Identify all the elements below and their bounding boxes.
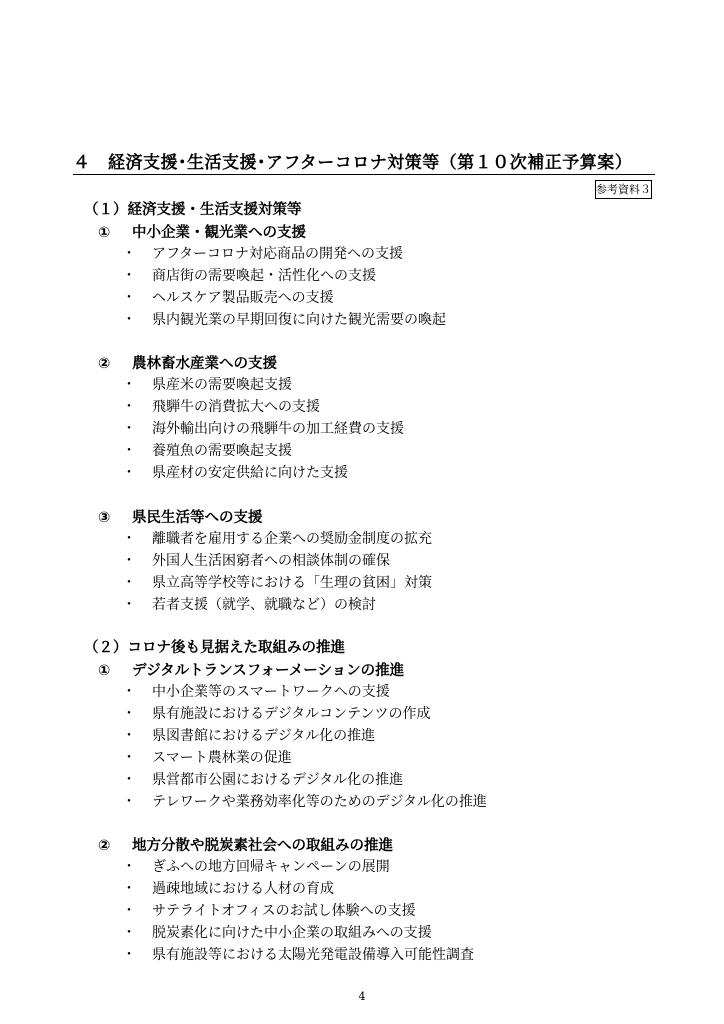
list-item: ・ 県立高等学校等における「生理の貧困」対策 [122, 575, 432, 591]
list-item: ・ アフターコロナ対応商品の開発への支援 [122, 246, 404, 262]
subsection-title: 地方分散や脱炭素社会への取組みの推進 [132, 838, 393, 854]
title-underline [73, 174, 655, 175]
subsection-title: デジタルトランスフォーメーションの推進 [132, 663, 405, 679]
subsection-heading [98, 506, 263, 527]
list-item: ・ 中小企業等のスマートワークへの支援 [122, 684, 390, 700]
subsection-title: 中小企業・観光業への支援 [132, 225, 306, 241]
list-item: ・ 若者支援（就学、就職など）の検討 [122, 597, 376, 613]
list-item: ・ 飛騨牛の消費拡大への支援 [122, 399, 320, 415]
subsection-heading [98, 659, 404, 680]
page-title: ４ 経済支援･生活支援･アフターコロナ対策等（第１０次補正予算案） [73, 153, 633, 173]
list-item: ・ 県営都市公園におけるデジタル化の推進 [122, 772, 404, 788]
list-item: ・ 離職者を雇用する企業への奨励金制度の拡充 [122, 531, 432, 547]
subsection-heading [98, 221, 306, 242]
subsection-number: ① [98, 663, 111, 679]
list-item: ・ スマート農林業の促進 [122, 750, 292, 766]
list-item: ・ 海外輸出向けの飛騨牛の加工経費の支援 [122, 421, 404, 437]
list-item: ・ 県産材の安定供給に向けた支援 [122, 465, 348, 481]
subsection-heading [98, 834, 393, 855]
list-item: ・ 脱炭素化に向けた中小企業の取組みへの支援 [122, 925, 432, 941]
list-item: ・ 養殖魚の需要喚起支援 [122, 443, 292, 459]
list-item: ・ 県有施設におけるデジタルコンテンツの作成 [122, 706, 431, 722]
list-item: ・ 県産米の需要喚起支援 [122, 377, 292, 393]
subsection-title: 県民生活等への支援 [132, 510, 263, 526]
list-item: ・ 県図書館におけるデジタル化の推進 [122, 728, 376, 744]
list-item: ・ ぎふへの地方回帰キャンペーンの展開 [122, 859, 390, 875]
page-number: 4 [358, 990, 366, 1003]
list-item: ・ テレワークや業務効率化等のためのデジタル化の推進 [122, 794, 487, 810]
list-item: ・ 県有施設等における太陽光発電設備導入可能性調査 [122, 947, 474, 963]
subsection-number: ② [98, 356, 111, 372]
list-item: ・ 外国人生活困窮者への相談体制の確保 [122, 553, 390, 569]
subsection-number: ② [98, 838, 111, 854]
list-item: ・ 過疎地域における人材の育成 [122, 881, 334, 897]
list-item: ・ ヘルスケア製品販売への支援 [122, 290, 334, 306]
subsection-heading [98, 352, 277, 373]
list-item: ・ 商店街の需要喚起・活性化への支援 [122, 268, 376, 284]
subsection-title: 農林畜水産業への支援 [132, 356, 277, 372]
list-item: ・ サテライトオフィスのお試し体験への支援 [122, 903, 416, 919]
reference-label-box: 参考資料３ [595, 180, 652, 199]
section-heading-2: （２）コロナ後も見据えた取組みの推進 [84, 640, 345, 656]
list-item: ・ 県内観光業の早期回復に向けた観光需要の喚起 [122, 312, 446, 328]
section-heading-1: （１）経済支援・生活支援対策等 [84, 202, 302, 218]
subsection-number: ③ [98, 510, 111, 526]
subsection-number: ① [98, 225, 111, 241]
